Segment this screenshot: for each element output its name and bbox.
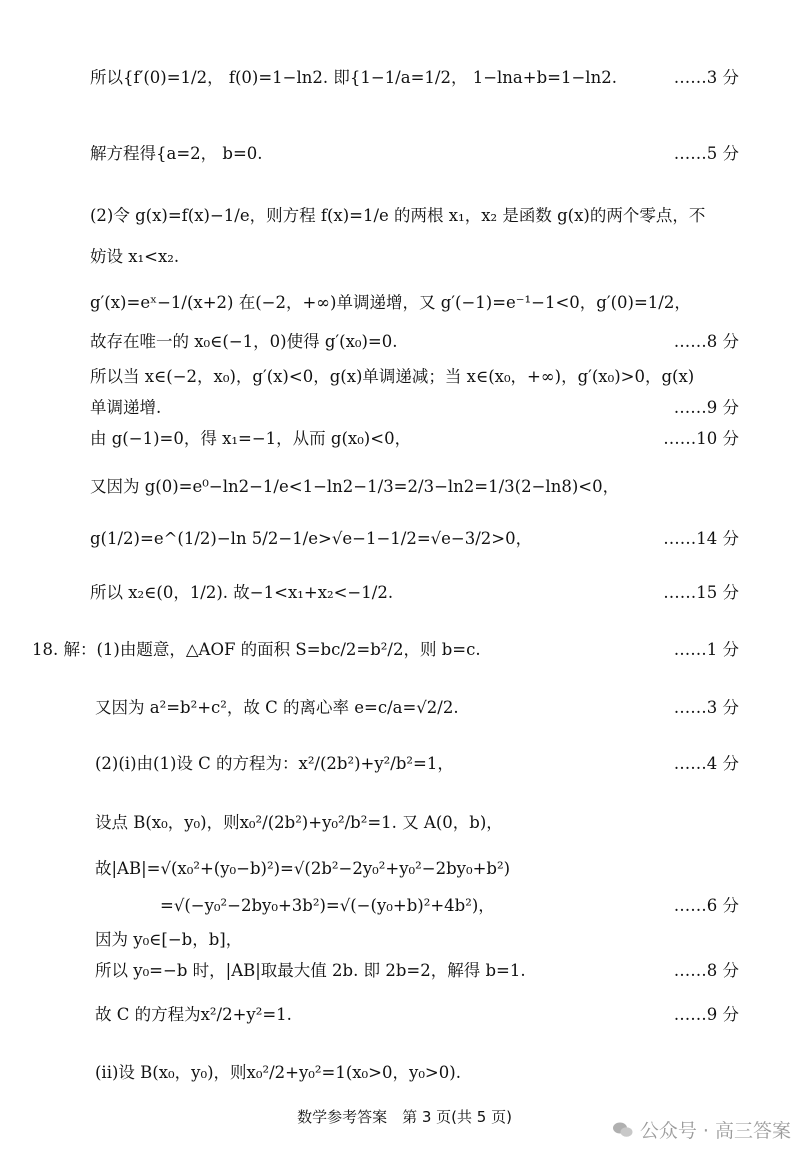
score-mark: ……8 分 [673, 332, 739, 351]
line-text: 故|AB|=√(x₀²+(y₀−b)²)=√(2b²−2y₀²+y₀²−2by₀+b²) [95, 859, 511, 878]
score-mark: ……5 分 [673, 144, 739, 163]
line-text: 所以 x₂∈(0，1/2). 故−1<x₁+x₂<−1/2. [90, 583, 394, 602]
score-mark: ……9 分 [673, 1005, 739, 1024]
wechat-icon [612, 1121, 634, 1139]
score-mark: ……3 分 [673, 68, 739, 87]
score-mark: ……10 分 [663, 429, 739, 448]
line-text: (2)令 g(x)=f(x)−1/e，则方程 f(x)=1/e 的两根 x₁，x₂ 是函数 g(x)的两个零点，不 [90, 206, 706, 225]
line-text: 解方程得{a=2， b=0. [90, 144, 263, 163]
page-footer: 数学参考答案 第 3 页(共 5 页) [297, 1108, 512, 1126]
line-text: g′(x)=eˣ−1/(x+2) 在(−2，+∞)单调递增，又 g′(−1)=e⁻¹−1<0，g′(0)=1/2， [90, 293, 691, 312]
watermark [612, 1116, 791, 1143]
score-mark: ……4 分 [673, 754, 739, 773]
score-mark: ……1 分 [673, 640, 739, 659]
line-text: 因为 y₀∈[−b，b]， [95, 930, 243, 949]
line-text: 又因为 a²=b²+c²，故 C 的离心率 e=c/a=√2/2. [95, 698, 459, 717]
line-text: 单调递增. [90, 398, 162, 417]
line-text: (ii)设 B(x₀，y₀)，则x₀²/2+y₀²=1(x₀>0，y₀>0). [95, 1063, 461, 1082]
line-text: 妨设 x₁<x₂. [90, 247, 180, 266]
score-mark: ……14 分 [663, 529, 739, 548]
score-mark: ……3 分 [673, 698, 739, 717]
line-text: 设点 B(x₀，y₀)，则x₀²/(2b²)+y₀²/b²=1. 又 A(0，b)， [95, 813, 503, 832]
line-text: =√(−y₀²−2by₀+3b²)=√(−(y₀+b)²+4b²)， [160, 896, 495, 915]
line-text: 故 C 的方程为x²/2+y²=1. [95, 1005, 292, 1024]
line-text: 又因为 g(0)=e⁰−ln2−1/e<1−ln2−1/3=2/3−ln2=1/3(2−ln8)<0， [90, 477, 620, 496]
score-mark: ……15 分 [663, 583, 739, 602]
line-text: 18. 解：(1)由题意，△AOF 的面积 S=bc/2=b²/2，则 b=c. [32, 640, 481, 659]
line-text: 由 g(−1)=0，得 x₁=−1，从而 g(x₀)<0， [90, 429, 412, 448]
watermark-text: 公众号 · 高三答案 [639, 1120, 791, 1142]
score-mark: ……6 分 [673, 896, 739, 915]
line-text: 故存在唯一的 x₀∈(−1，0)使得 g′(x₀)=0. [90, 332, 398, 351]
line-text: 所以 y₀=−b 时，|AB|取最大值 2b. 即 2b=2，解得 b=1. [95, 961, 526, 980]
score-mark: ……8 分 [673, 961, 739, 980]
line-text: (2)(i)由(1)设 C 的方程为：x²/(2b²)+y²/b²=1， [95, 754, 454, 773]
score-mark: ……9 分 [673, 398, 739, 417]
line-text: 所以当 x∈(−2，x₀)，g′(x)<0，g(x)单调递减；当 x∈(x₀，+∞)，g′(x₀)>0，g(x) [90, 367, 695, 386]
line-text: g(1/2)=e^(1/2)−ln 5/2−1/e>√e−1−1/2=√e−3/2>0， [90, 529, 533, 548]
line-text: 所以{f′(0)=1/2， f(0)=1−ln2. 即{1−1/a=1/2， 1−lna+b=1−ln2. [90, 68, 617, 87]
